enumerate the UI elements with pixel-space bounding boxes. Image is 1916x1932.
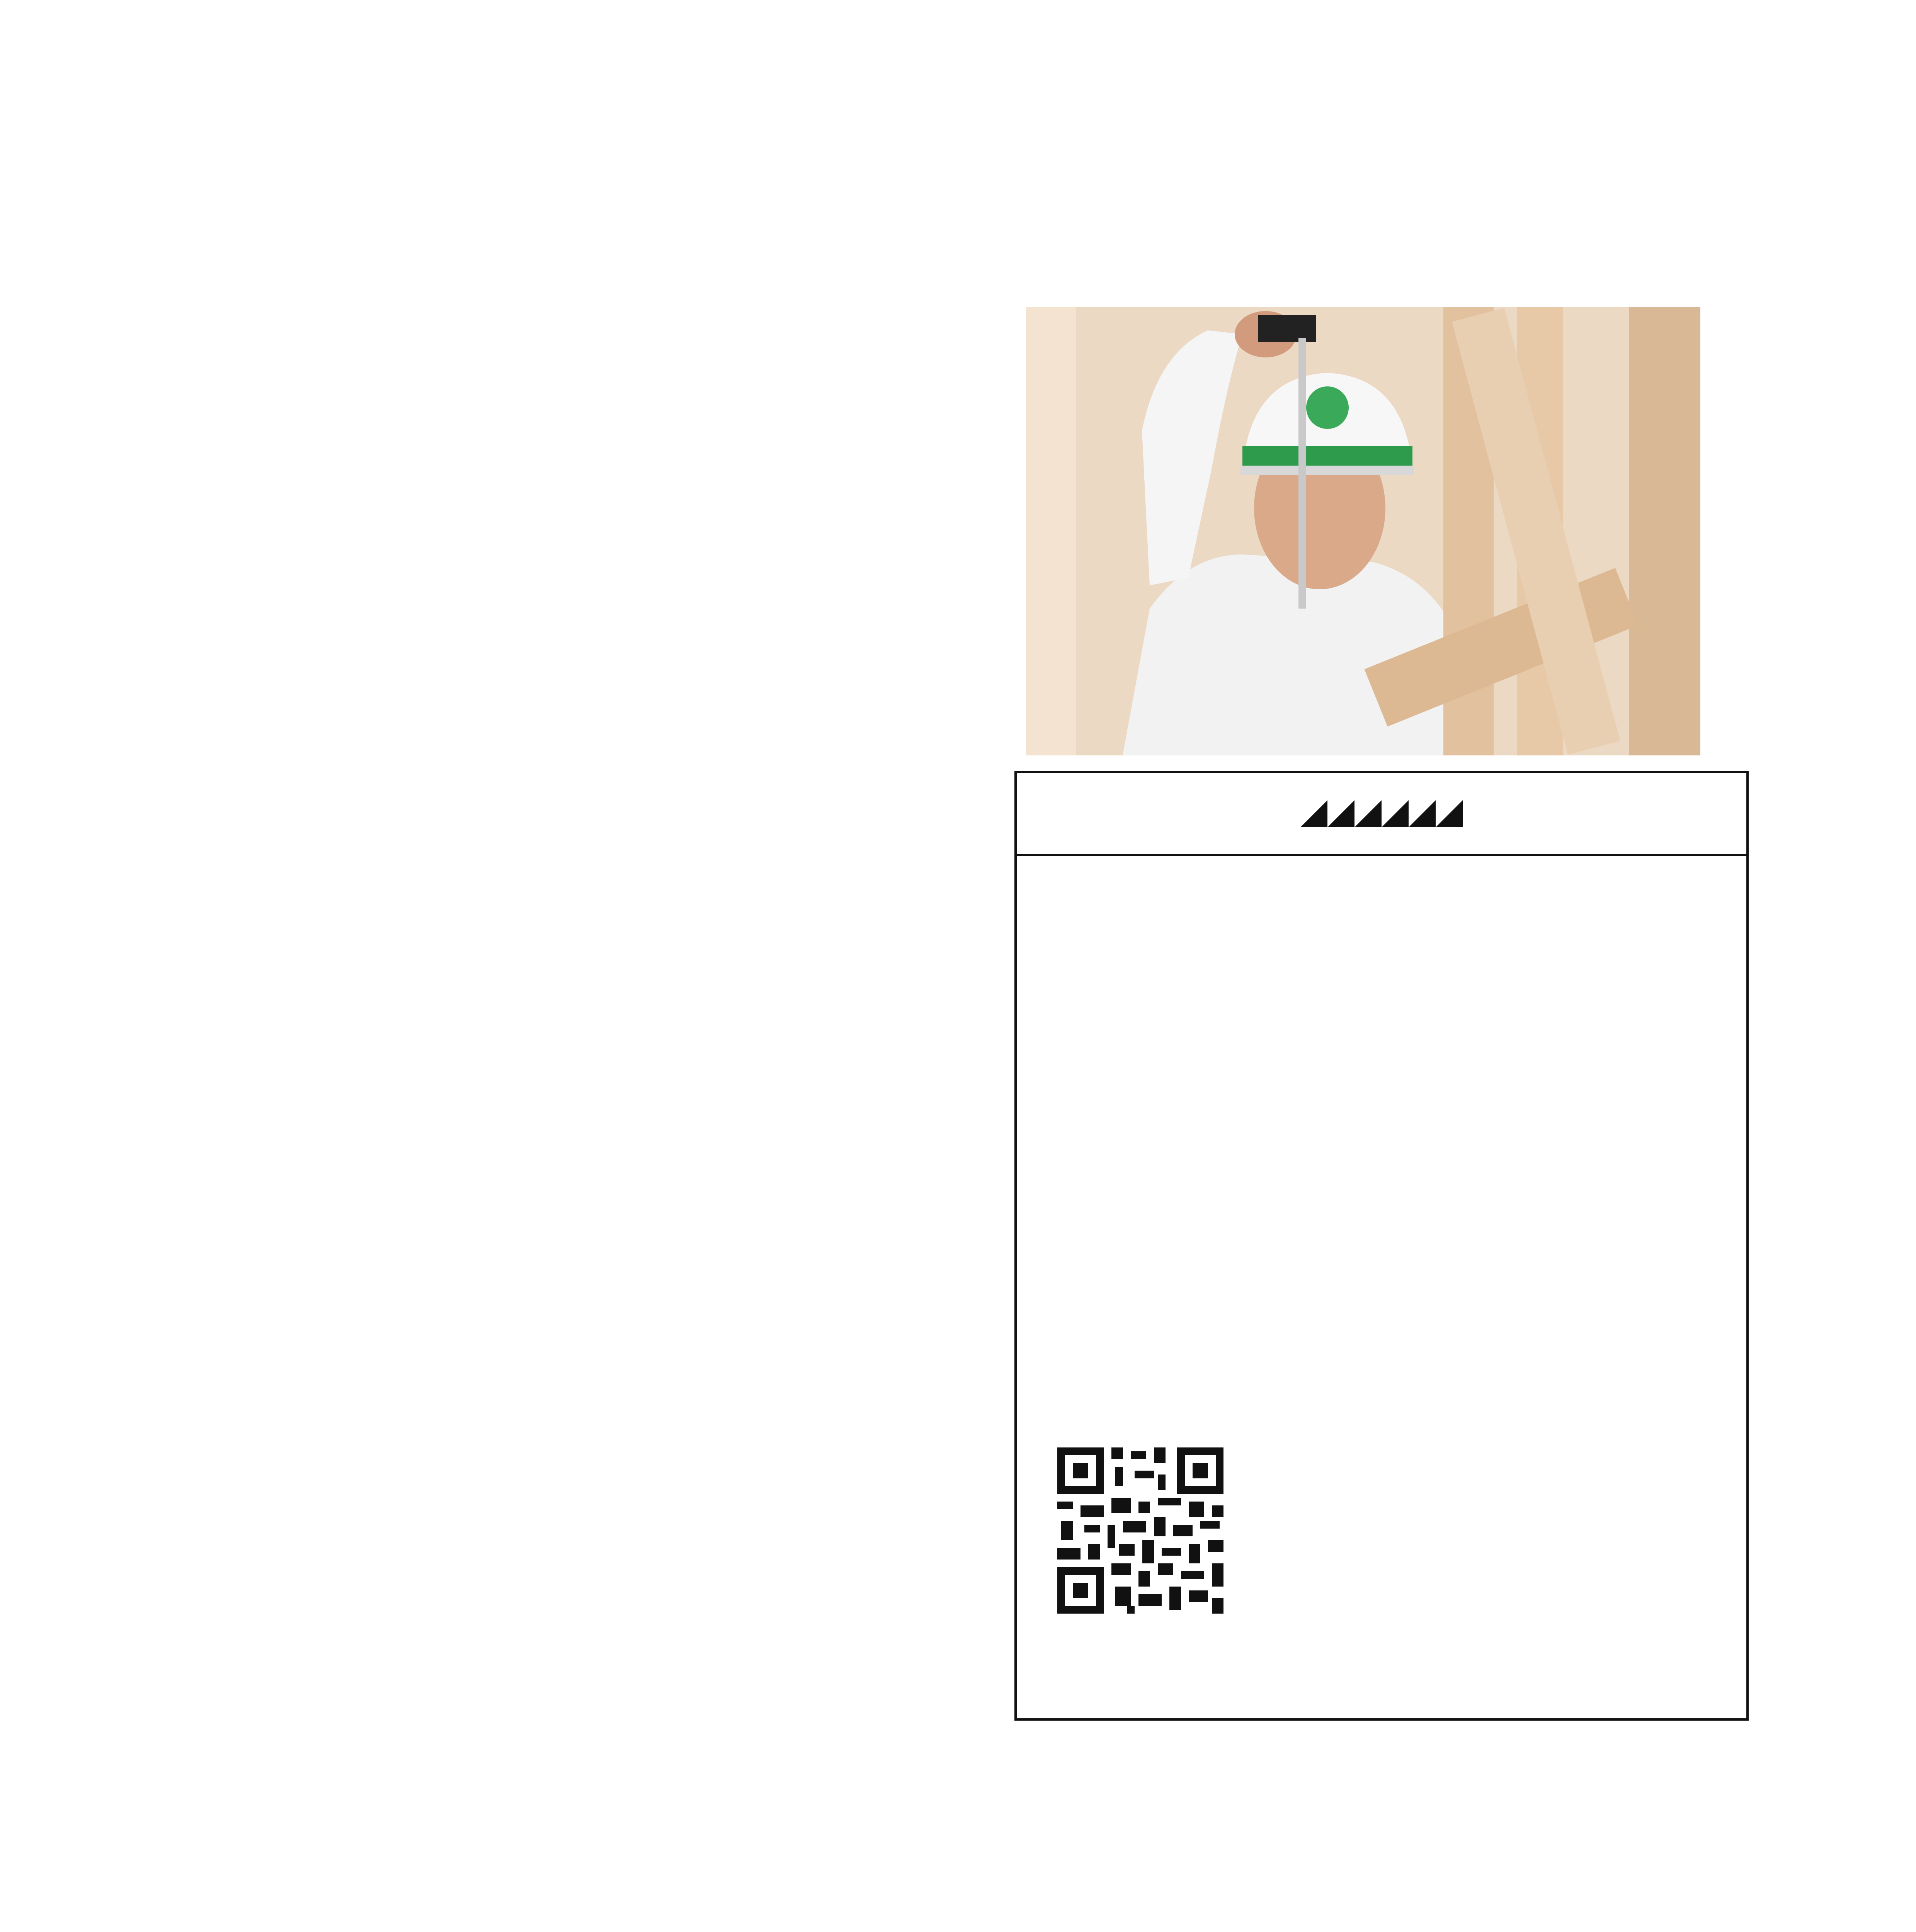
- blog-promo: [1017, 1424, 1746, 1718]
- triangle-marker-icon: [1382, 800, 1409, 827]
- triangle-marker-icon: [1354, 800, 1382, 827]
- profile-table: [1014, 771, 1749, 1721]
- triangle-marker-icon: [1436, 800, 1463, 827]
- triangle-marker-icon: [1409, 800, 1436, 827]
- qr-code-icon: [1053, 1444, 1227, 1617]
- triangle-marker-icon: [1300, 800, 1327, 827]
- triangle-marker-icon: [1327, 800, 1354, 827]
- profile-photo: [1026, 307, 1700, 755]
- profile-heading: [1017, 773, 1746, 856]
- worker-photo-illustration: [1026, 307, 1700, 755]
